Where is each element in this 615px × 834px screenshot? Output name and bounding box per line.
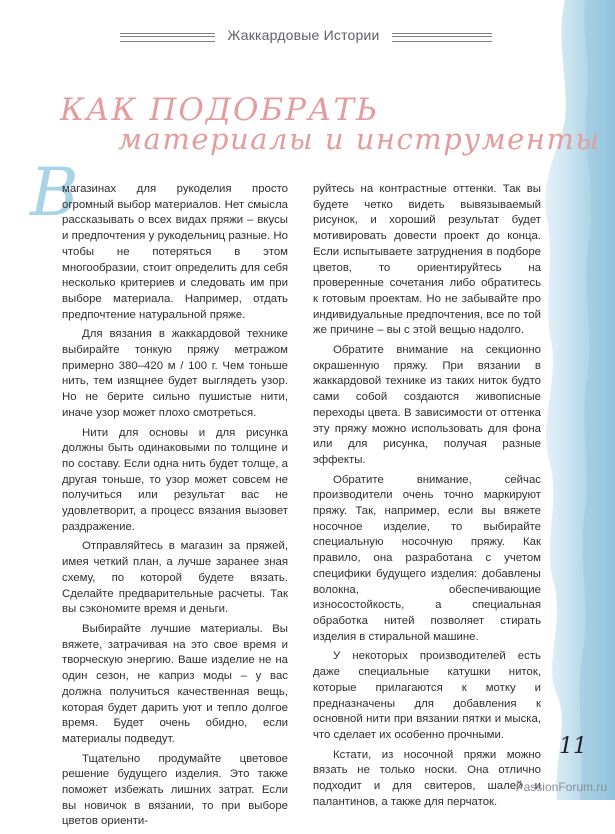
paragraph: Тщательно продумайте цветовое решение будущего изделия. Это также поможет избежать лишних затрат. Если вы новичок в вязании, то при выборе цветов ориенти- bbox=[62, 752, 288, 828]
text-column-left bbox=[62, 182, 288, 834]
drop-cap: В bbox=[30, 154, 79, 231]
paragraph: руйтесь на контрастные оттенки. Так вы будете четко видеть вывязываемый рисунок, и хороший результат будет мотивировать довести проект до конца. Если испытываете затруднения в подборе цветов, то ориентируйтесь на проверенные сочетания либо обратитесь к готовым проектам. Но не забывайте про индивидуальные предпочтения, все по той же причине – вы с этой вещью надолго. bbox=[313, 183, 541, 337]
paragraph: магазинах для рукоделия просто огромный выбор материалов. Нет смысла рассказывать о всех видах пряжи – вкусы и предпочтения у рукодельниц разные. Но чтобы не потеряться в этом многообразии, стоит определить для себя несколько критериев и следовать им при выборе материала. Например, отдать предпочтение натуральной пряже. bbox=[62, 183, 288, 321]
paragraph: Обратите внимание на секционно окрашенную пряжу. При вязании в жаккардовой технике из таких ниток будто сами собой создаются живописные переходы цвета. В зависимости от оттенка эту пряжу можно использовать для фона или для рисунка, получая разные эффекты. bbox=[313, 344, 541, 466]
text-column-right bbox=[313, 182, 541, 814]
article-title-line-2: материалы и инструменты bbox=[118, 122, 601, 156]
header-rule-right bbox=[392, 33, 492, 42]
paragraph: Нити для основы и для рисунка должны быть одинаковыми по толщине и по составу. Если одна нить будет толще, а другая тоньше, то узор может совсем не получиться или результат вас не удовлетворит, а процесс вязания вызовет раздражение. bbox=[62, 426, 288, 533]
paragraph: Выбирайте лучшие материалы. Вы вяжете, затрачивая на это свое время и творческую энергию. Ваше изделие не на один сезон, не каприз моды – у вас должна получиться качественная вещь, которая будет дарить уют и тепло долгое время. Будет очень обидно, если материалы подведут. bbox=[62, 622, 288, 745]
paragraph: У некоторых производителей есть даже специальные катушки ниток, которые прилагаются к мотку и предназначены для добавления к основной нити при вязании пятки и мыска, что сделает их особенно прочными. bbox=[313, 650, 541, 741]
paragraph: Кстати, из носочной пряжи можно вязать не только носки. Она отлично подходит и для свитеров, шалей и палантинов, а также для перчаток. bbox=[313, 748, 541, 808]
article-title-line-1: КАК ПОДОБРАТЬ bbox=[60, 92, 380, 128]
paragraph: Отправляйтесь в магазин за пряжей, имея четкий план, а лучше заранее зная схему, по которой будете вязать. Сделайте предварительные расчеты. Так вы сэкономите время и деньги. bbox=[62, 540, 288, 616]
paragraph: Для вязания в жаккардовой технике выбирайте тонкую пряжу метражом примерно 380–420 м / 100 г. Чем тоньше нить, тем изящнее будет выглядеть узор. Но не берите сильно пушистые нити, иначе узор может плохо смотреться. bbox=[62, 328, 288, 419]
page-number: 11 bbox=[559, 734, 587, 759]
watermark: PassionForum.ru bbox=[515, 780, 607, 794]
header-rule-left bbox=[120, 33, 215, 42]
section-header: Жаккардовые Истории bbox=[227, 27, 380, 43]
paragraph: Обратите внимание, сейчас производители очень точно маркируют пряжу. Так, например, если вы вяжете носочное изделие, то выбирайте специальную носочную пряжу. Как правило, она разработана с учетом специфики будущего изделия: добавлены волокна, обеспечивающие износостойкость, а специальная обработка нитей позволяет стирать изделия в стиральной машине. bbox=[313, 473, 541, 643]
